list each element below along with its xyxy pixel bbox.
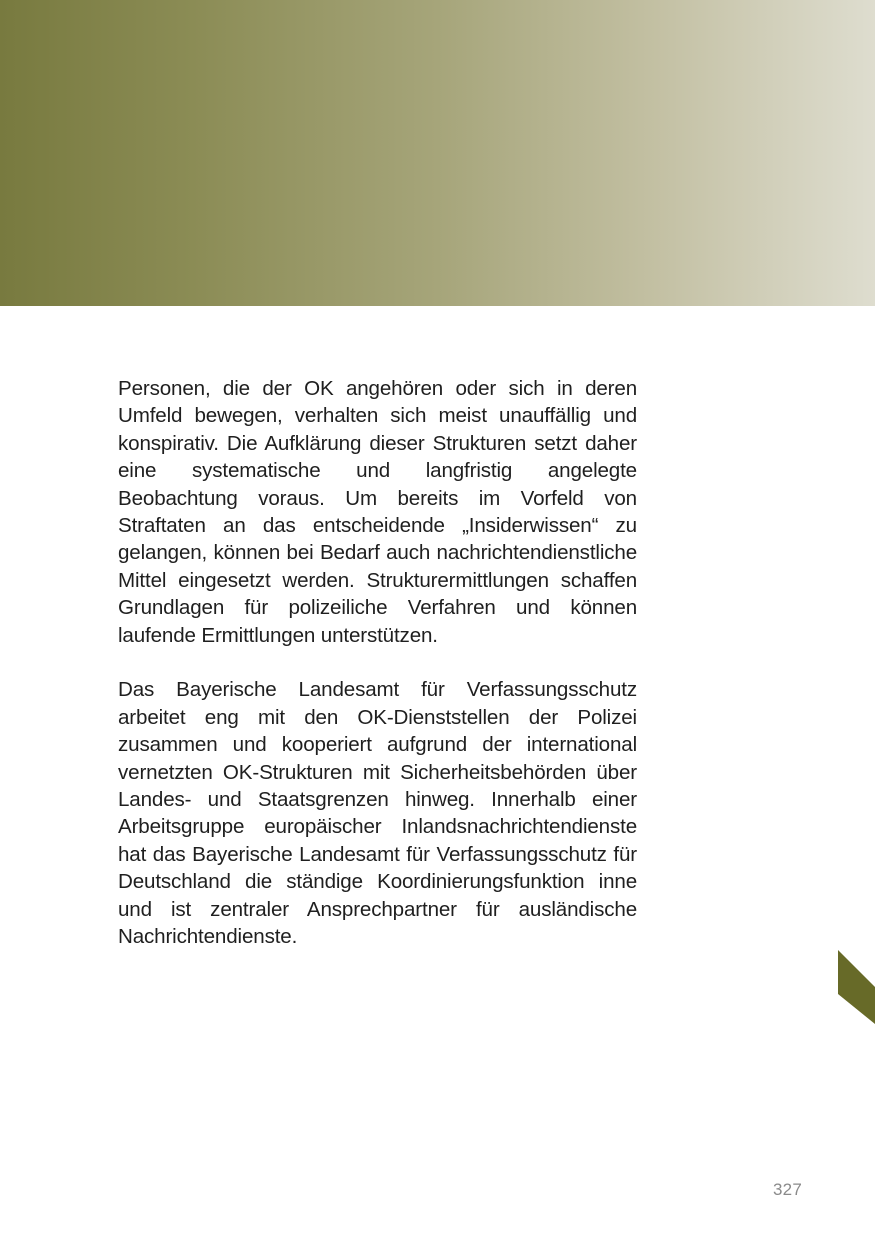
page-number: 327 [773,1180,802,1199]
paragraph: Personen, die der OK angehören oder sich in deren Umfeld bewegen, verhalten sich meist unauffällig und konspirativ. Die Aufklärung dieser Strukturen setzt daher eine systematische und langfristig angelegte Beobachtung voraus. Um bereits im Vorfeld von Straftaten an das entscheidende „Insiderwissen“ zu gelangen, können bei Bedarf auch nachrichtendienstliche Mittel eingesetzt werden. Strukturermittlungen schaffen Grundlagen für polizeiliche Verfahren und können laufende Ermittlungen unterstützen. [118,377,637,647]
chevron-tab-icon [838,950,875,1024]
paragraph: Das Bayerische Landesamt für Verfassungsschutz arbeitet eng mit den OK-Dienststellen der Polizei zusammen und kooperiert aufgrund der international vernetzten OK-Strukturen mit Sicherheitsbehörden über Landes- und Staatsgrenzen hinweg. Innerhalb einer Arbeitsgruppe europäischer Inlandsnachrichtendienste hat das Bayerische Landesamt für Verfassungsschutz für Deutschland die ständige Koordinierungsfunktion inne und ist zentraler Ansprechpartner für ausländische Nachrichtendienste. [118,678,637,949]
body-text [118,375,637,951]
header-gradient-band [0,0,875,306]
chevron-tab-shape [838,950,875,1024]
